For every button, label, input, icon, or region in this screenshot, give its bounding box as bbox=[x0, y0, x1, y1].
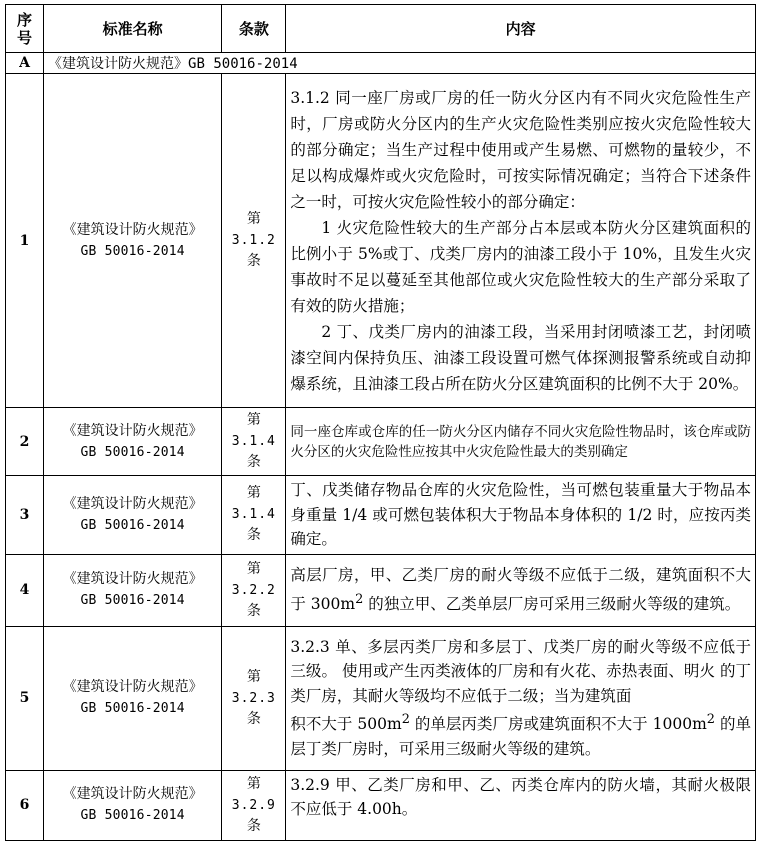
clause-number: 3.1.2 bbox=[231, 233, 276, 248]
section-title: 《建筑设计防火规范》GB 50016-2014 bbox=[44, 53, 756, 74]
content-cell bbox=[286, 476, 756, 555]
standard-name: 《建筑设计防火规范》 bbox=[62, 786, 203, 802]
table-row bbox=[6, 554, 756, 626]
clause-cell bbox=[222, 626, 286, 770]
content-text: 的单层丙类厂房或建筑面积不大于 1000m bbox=[409, 715, 707, 734]
section-row bbox=[6, 53, 756, 74]
table-row bbox=[6, 626, 756, 770]
row-number: 3 bbox=[6, 476, 44, 555]
standard-name-cell bbox=[44, 476, 222, 555]
clause-prefix: 第 bbox=[246, 560, 261, 577]
clause-suffix: 条 bbox=[246, 817, 261, 834]
clause-prefix: 第 bbox=[246, 211, 261, 227]
standard-name-cell bbox=[44, 74, 222, 408]
content-cell bbox=[286, 74, 756, 408]
content-paragraph: 3.1.2 同一座厂房或厂房的任一防火分区内有不同火灾危险性生产时，厂房或防火分区内的生产火灾危险性类别应按火灾危险性较大的部分确定；当生产过程中使用或产生易燃、可燃物的量较少，不足以构成爆炸或火灾危险时，可按实际情况确定；当符合下述条件之一时，可按火灾危险性较小的部分确定： bbox=[290, 88, 751, 211]
header-row bbox=[6, 5, 756, 53]
clause-prefix: 第 bbox=[246, 775, 261, 792]
content-paragraph: 1 火灾危险性较大的生产部分占本层或本防火分区建筑面积的比例小于 5%或丁、戊类厂房内的油漆工段小于 10%，且发生火灾事故时不足以蔓延至其他部位或火灾危险性较大的生产部分采取了有效的防火措施； bbox=[290, 218, 751, 315]
superscript: 2 bbox=[401, 712, 410, 728]
standard-name: 《建筑设计防火规范》 bbox=[62, 422, 203, 439]
standard-name: 《建筑设计防火规范》 bbox=[62, 679, 203, 695]
table-row bbox=[6, 408, 756, 476]
standard-code: GB 50016-2014 bbox=[80, 243, 185, 259]
row-number: 6 bbox=[6, 770, 44, 840]
clause-cell bbox=[222, 408, 286, 476]
clause-cell bbox=[222, 74, 286, 408]
standard-name: 《建筑设计防火规范》 bbox=[62, 571, 203, 587]
standard-name: 《建筑设计防火规范》 bbox=[62, 495, 203, 512]
header-content: 内容 bbox=[286, 5, 756, 53]
clause-number: 3.2.3 bbox=[231, 690, 276, 706]
content-paragraph bbox=[290, 563, 751, 616]
superscript: 2 bbox=[355, 591, 364, 607]
clause-number: 3.1.4 bbox=[231, 434, 276, 449]
content-text: 积不大于 500m bbox=[290, 715, 402, 734]
clause-suffix: 条 bbox=[246, 602, 261, 619]
row-number: 5 bbox=[6, 626, 44, 770]
section-letter: A bbox=[6, 53, 44, 74]
row-number: 4 bbox=[6, 554, 44, 626]
clause-suffix: 条 bbox=[246, 454, 261, 470]
superscript: 2 bbox=[706, 712, 716, 728]
content-paragraph: 3.2.3 单、多层丙类厂房和多层丁、戊类厂房的耐火等级不应低于三级。 使用或产生丙类液体的厂房和有火花、赤热表面、明火 的丁类厂房，其耐火等级均不应低于二级；当为建筑面 bbox=[290, 637, 751, 705]
clause-prefix: 第 bbox=[246, 412, 261, 428]
table-row bbox=[6, 476, 756, 555]
content-cell bbox=[286, 554, 756, 626]
content-cell bbox=[286, 408, 756, 476]
content-cell bbox=[286, 770, 756, 840]
standard-code: GB 50016-2014 bbox=[80, 517, 185, 533]
clause-cell bbox=[222, 770, 286, 840]
content-paragraph: 丁、戊类储存物品仓库的火灾危险性，当可燃包装重量大于物品本身重量 1/4 或可燃包装体积大于物品本身体积的 1/2 时，应按丙类确定。 bbox=[290, 481, 751, 548]
content-paragraph: 同一座仓库或仓库的任一防火分区内储存不同火灾危险性物品时，该仓库或防火分区的火灾危险性应按其中火灾危险性最大的类别确定 bbox=[290, 423, 751, 460]
header-standard-name: 标准名称 bbox=[44, 5, 222, 53]
header-seq: 序 号 bbox=[6, 5, 44, 53]
content-text: 的独立甲、乙类单层厂房可采用三级耐火等级的建筑。 bbox=[363, 595, 741, 614]
header-clause: 条款 bbox=[222, 5, 286, 53]
row-number: 1 bbox=[6, 74, 44, 408]
clause-suffix: 条 bbox=[246, 527, 261, 544]
standard-code: GB 50016-2014 bbox=[80, 808, 185, 823]
standard-name: 《建筑设计防火规范》 bbox=[62, 221, 203, 238]
standard-name-cell bbox=[44, 626, 222, 770]
standard-name-cell bbox=[44, 408, 222, 476]
clause-prefix: 第 bbox=[246, 668, 261, 685]
clause-prefix: 第 bbox=[246, 485, 261, 502]
clause-cell bbox=[222, 476, 286, 555]
content-text: 高层厂房，甲、乙类厂房的耐火等级不应低于二级，建筑面积不大于 300m bbox=[290, 566, 751, 614]
standard-code: GB 50016-2014 bbox=[80, 701, 185, 716]
clause-suffix: 条 bbox=[246, 253, 261, 269]
clause-number: 3.2.2 bbox=[231, 582, 276, 598]
regulation-table bbox=[5, 4, 756, 841]
content-text: 的单层丁类厂房时，可采用三级耐火等级的建筑。 bbox=[290, 715, 751, 758]
standard-name-cell bbox=[44, 770, 222, 840]
content-paragraph: 2 丁、戊类厂房内的油漆工段，当采用封闭喷漆工艺，封闭喷漆空间内保持负压、油漆工段设置可燃气体探测报警系统或自动抑爆系统，且油漆工段占所在防火分区建筑面积的比例不大于 20%。 bbox=[290, 322, 751, 393]
content-paragraph bbox=[290, 708, 751, 761]
standard-name-cell bbox=[44, 554, 222, 626]
content-cell bbox=[286, 626, 756, 770]
clause-cell bbox=[222, 554, 286, 626]
clause-number: 3.1.4 bbox=[231, 507, 276, 523]
clause-number: 3.2.9 bbox=[231, 797, 276, 813]
table-row bbox=[6, 770, 756, 840]
clause-suffix: 条 bbox=[246, 710, 261, 727]
standard-code: GB 50016-2014 bbox=[80, 444, 185, 460]
content-paragraph: 3.2.9 甲、乙类厂房和甲、乙、丙类仓库内的防火墙，其耐火极限不应低于 4.00h。 bbox=[290, 775, 751, 818]
table-row bbox=[6, 74, 756, 408]
standard-code: GB 50016-2014 bbox=[80, 593, 185, 608]
row-number: 2 bbox=[6, 408, 44, 476]
